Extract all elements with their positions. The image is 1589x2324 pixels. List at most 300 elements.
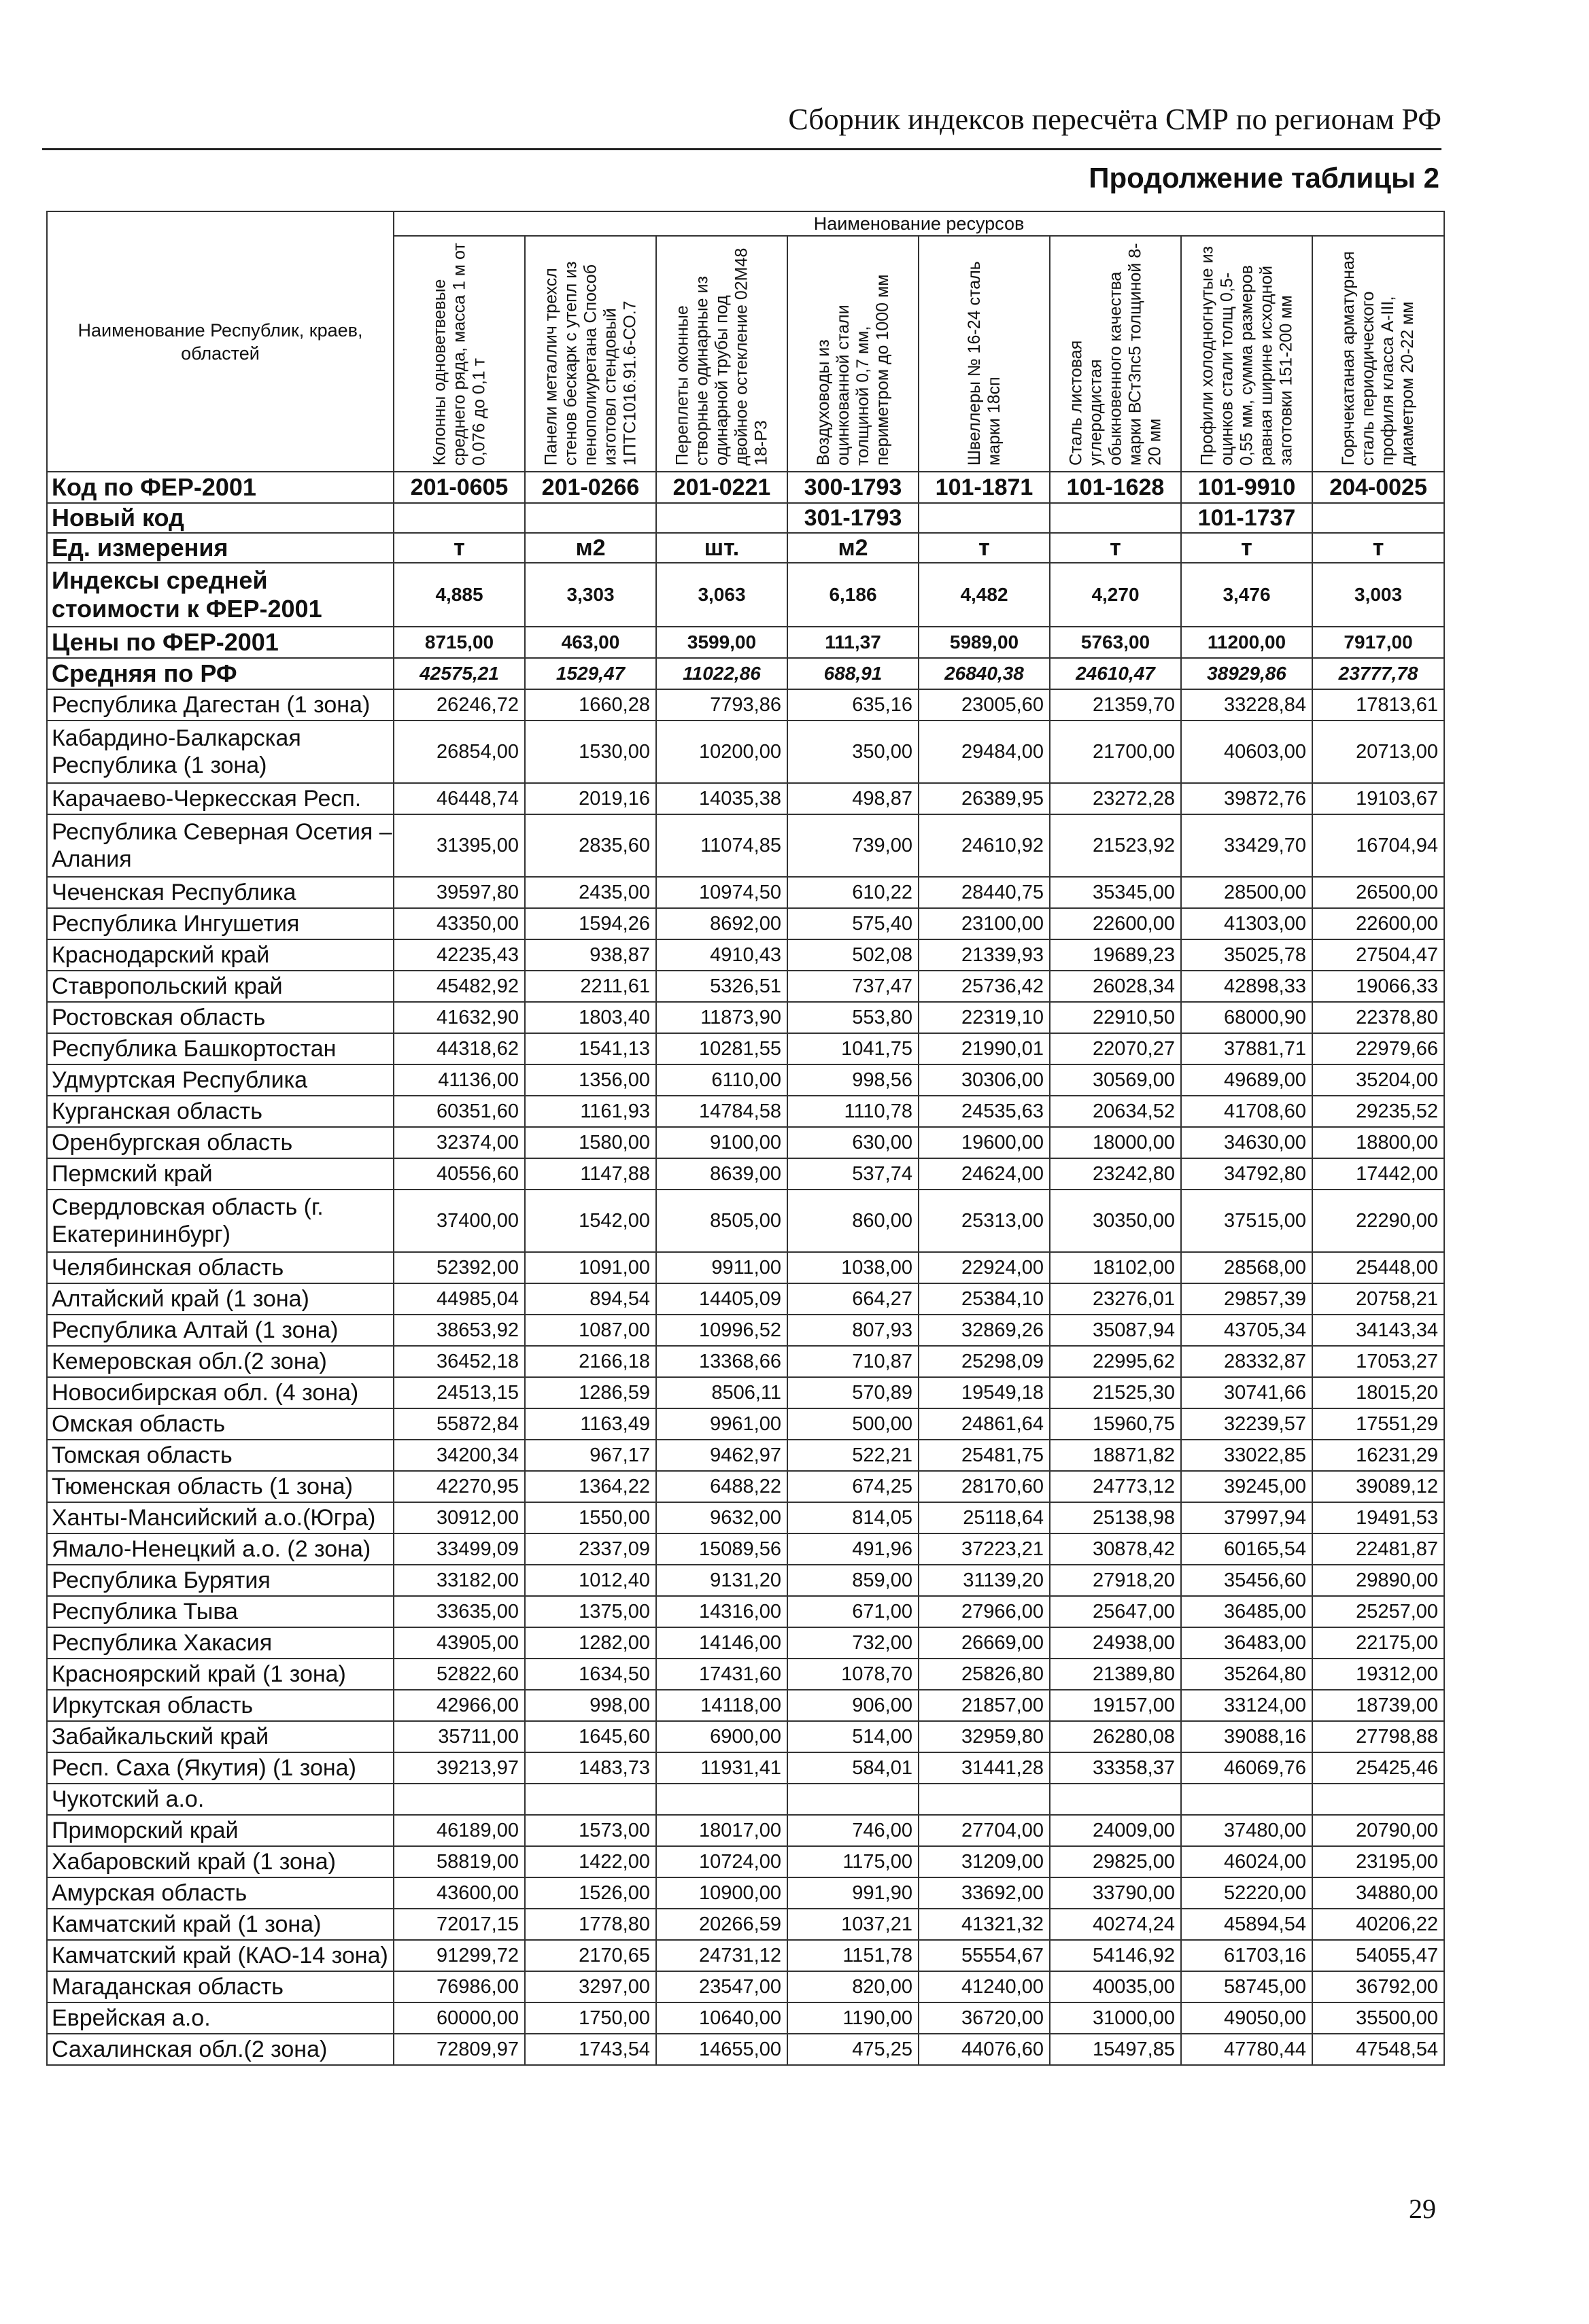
table-cell: 24610,92 <box>919 814 1050 877</box>
row-label: Сахалинская обл.(2 зона) <box>47 2034 394 2065</box>
table-cell: 7917,00 <box>1312 627 1444 658</box>
table-cell: 23242,80 <box>1050 1158 1181 1190</box>
table-cell <box>1050 503 1181 533</box>
table-cell <box>919 503 1050 533</box>
table-cell: 33182,00 <box>394 1565 525 1596</box>
table-cell: 35025,78 <box>1181 939 1312 971</box>
table-row <box>47 1659 1444 1690</box>
table-cell: 10640,00 <box>656 2002 787 2034</box>
table-cell: 40556,60 <box>394 1158 525 1190</box>
table-cell: 24610,47 <box>1050 658 1181 689</box>
table-cell: 21525,30 <box>1050 1377 1181 1408</box>
table-cell: 20758,21 <box>1312 1283 1444 1315</box>
table-cell: 201-0266 <box>525 472 656 503</box>
table-cell: 58745,00 <box>1181 1971 1312 2002</box>
row-label: Томская область <box>47 1440 394 1471</box>
table-cell: 7793,86 <box>656 689 787 721</box>
table-cell: 21339,93 <box>919 939 1050 971</box>
table-cell: 22070,27 <box>1050 1033 1181 1064</box>
table-cell: 15960,75 <box>1050 1408 1181 1440</box>
table-cell: 37881,71 <box>1181 1033 1312 1064</box>
table-cell: 23100,00 <box>919 908 1050 939</box>
table-cell: 16704,94 <box>1312 814 1444 877</box>
table-cell: 27704,00 <box>919 1815 1050 1846</box>
row-label: Ставропольский край <box>47 971 394 1002</box>
table-cell: 18102,00 <box>1050 1252 1181 1283</box>
row-label: Алтайский край (1 зона) <box>47 1283 394 1315</box>
table-cell: 664,27 <box>787 1283 919 1315</box>
table-head <box>47 211 1444 472</box>
table-cell: 72017,15 <box>394 1909 525 1940</box>
table-cell: 300-1793 <box>787 472 919 503</box>
table-cell: 33429,70 <box>1181 814 1312 877</box>
table-cell: 1645,60 <box>525 1721 656 1752</box>
table-row <box>47 1471 1444 1502</box>
table-row <box>47 721 1444 783</box>
table-cell: 38929,86 <box>1181 658 1312 689</box>
table-cell: 2435,00 <box>525 877 656 908</box>
table-cell: 33022,85 <box>1181 1440 1312 1471</box>
table-cell: 44076,60 <box>919 2034 1050 2065</box>
table-cell: 111,37 <box>787 627 919 658</box>
table-cell: 26246,72 <box>394 689 525 721</box>
table-cell: 10281,55 <box>656 1033 787 1064</box>
table-cell: 491,96 <box>787 1533 919 1565</box>
table-cell: 1151,78 <box>787 1940 919 1971</box>
table-cell: 17813,61 <box>1312 689 1444 721</box>
table-cell: 41321,32 <box>919 1909 1050 1940</box>
table-cell: 859,00 <box>787 1565 919 1596</box>
table-cell: 45482,92 <box>394 971 525 1002</box>
table-cell: 39089,12 <box>1312 1471 1444 1502</box>
table-cell: 36792,00 <box>1312 1971 1444 2002</box>
table-cell: 72809,97 <box>394 2034 525 2065</box>
row-label: Ед. измерения <box>47 533 394 563</box>
table-cell: 25118,64 <box>919 1502 1050 1533</box>
row-fer-code <box>47 472 1444 503</box>
table-cell: 41240,00 <box>919 1971 1050 2002</box>
table-cell: 3,303 <box>525 563 656 627</box>
table-cell: 14146,00 <box>656 1627 787 1659</box>
table-row <box>47 1064 1444 1096</box>
table-row <box>47 877 1444 908</box>
row-label: Республика Тыва <box>47 1596 394 1627</box>
table-cell: 26669,00 <box>919 1627 1050 1659</box>
table-row <box>47 1690 1444 1721</box>
table-cell: 20713,00 <box>1312 721 1444 783</box>
row-label: Чеченская Республика <box>47 877 394 908</box>
table-cell: 35204,00 <box>1312 1064 1444 1096</box>
table-cell: 630,00 <box>787 1127 919 1158</box>
table-cell: 938,87 <box>525 939 656 971</box>
table-cell: 38653,92 <box>394 1315 525 1346</box>
table-cell: 52822,60 <box>394 1659 525 1690</box>
table-cell: т <box>1181 533 1312 563</box>
table-row <box>47 1909 1444 1940</box>
table-body <box>47 472 1444 2065</box>
table-cell: 19157,00 <box>1050 1690 1181 1721</box>
table-row <box>47 1377 1444 1408</box>
table-cell: 1550,00 <box>525 1502 656 1533</box>
table-row <box>47 1346 1444 1377</box>
table-row <box>47 783 1444 814</box>
table-cell: 710,87 <box>787 1346 919 1377</box>
table-cell: 635,16 <box>787 689 919 721</box>
table-cell: 998,56 <box>787 1064 919 1096</box>
row-label: Пермский край <box>47 1158 394 1190</box>
table-cell: 40035,00 <box>1050 1971 1181 2002</box>
table-row <box>47 1752 1444 1784</box>
table-cell: 41303,00 <box>1181 908 1312 939</box>
table-cell: 68000,90 <box>1181 1002 1312 1033</box>
table-row <box>47 1596 1444 1627</box>
table-cell: 1803,40 <box>525 1002 656 1033</box>
table-cell: 3,063 <box>656 563 787 627</box>
table-cell: 2211,61 <box>525 971 656 1002</box>
table-cell: 40206,22 <box>1312 1909 1444 1940</box>
table-cell: 6110,00 <box>656 1064 787 1096</box>
table-cell <box>1312 503 1444 533</box>
table-cell: 41136,00 <box>394 1064 525 1096</box>
table-cell: 553,80 <box>787 1002 919 1033</box>
table-cell: 1422,00 <box>525 1846 656 1877</box>
table-cell: 25736,42 <box>919 971 1050 1002</box>
table-row <box>47 1033 1444 1064</box>
table-cell: 23276,01 <box>1050 1283 1181 1315</box>
column-header-7 <box>1181 236 1312 472</box>
row-new-code <box>47 503 1444 533</box>
row-index <box>47 563 1444 627</box>
table-cell: 30306,00 <box>919 1064 1050 1096</box>
table-cell: 29484,00 <box>919 721 1050 783</box>
row-label: Республика Башкортостан <box>47 1033 394 1064</box>
table-cell: 23272,28 <box>1050 783 1181 814</box>
table-cell: 11074,85 <box>656 814 787 877</box>
row-label: Новосибирская обл. (4 зона) <box>47 1377 394 1408</box>
table-cell: 22290,00 <box>1312 1190 1444 1252</box>
table-cell: 24513,15 <box>394 1377 525 1408</box>
table-cell: 40274,24 <box>1050 1909 1181 1940</box>
table-cell: 8715,00 <box>394 627 525 658</box>
table-cell: 537,74 <box>787 1158 919 1190</box>
table-cell: 18000,00 <box>1050 1127 1181 1158</box>
table-cell: 43600,00 <box>394 1877 525 1909</box>
row-label: Удмуртская Республика <box>47 1064 394 1096</box>
table-cell: 46024,00 <box>1181 1846 1312 1877</box>
table-cell: 4910,43 <box>656 939 787 971</box>
table-cell: м2 <box>787 533 919 563</box>
table-cell: 46069,76 <box>1181 1752 1312 1784</box>
table-cell: 13368,66 <box>656 1346 787 1377</box>
table-cell: 1147,88 <box>525 1158 656 1190</box>
running-head: Сборник индексов пересчёта СМР по регионам РФ <box>788 103 1441 136</box>
table-cell <box>1312 1784 1444 1815</box>
table-cell: 21700,00 <box>1050 721 1181 783</box>
table-cell: 19549,18 <box>919 1377 1050 1408</box>
table-cell: 42898,33 <box>1181 971 1312 1002</box>
table-cell: 34143,34 <box>1312 1315 1444 1346</box>
table-row <box>47 1846 1444 1877</box>
table-cell: 25448,00 <box>1312 1252 1444 1283</box>
table-cell: т <box>1050 533 1181 563</box>
row-label: Челябинская область <box>47 1252 394 1283</box>
table-cell: 47780,44 <box>1181 2034 1312 2065</box>
table-cell: 30741,66 <box>1181 1377 1312 1408</box>
table-cell: 31209,00 <box>919 1846 1050 1877</box>
column-header-text: Горячекатаная арматурная сталь периодического профиля класса А-III, диаметром 20-22 мм <box>1339 251 1418 466</box>
table-cell: 20790,00 <box>1312 1815 1444 1846</box>
table-row <box>47 1252 1444 1283</box>
table-cell: 101-9910 <box>1181 472 1312 503</box>
row-label: Тюменская область (1 зона) <box>47 1471 394 1502</box>
table-cell: 20266,59 <box>656 1909 787 1940</box>
table-cell: 8639,00 <box>656 1158 787 1190</box>
table-cell: 52220,00 <box>1181 1877 1312 1909</box>
table-cell: 514,00 <box>787 1721 919 1752</box>
row-label: Омская область <box>47 1408 394 1440</box>
column-header-text: Швеллеры № 16-24 сталь марки 18сп <box>964 261 1004 466</box>
row-label: Новый код <box>47 503 394 533</box>
table-row <box>47 1283 1444 1315</box>
table-cell <box>656 503 787 533</box>
table-cell: 1175,00 <box>787 1846 919 1877</box>
table-row <box>47 1533 1444 1565</box>
table-cell <box>1050 1784 1181 1815</box>
table-cell: 31395,00 <box>394 814 525 877</box>
table-cell: 22319,10 <box>919 1002 1050 1033</box>
table-cell: 23005,60 <box>919 689 1050 721</box>
table-cell: 44985,04 <box>394 1283 525 1315</box>
table-cell: 24624,00 <box>919 1158 1050 1190</box>
table-cell: 29890,00 <box>1312 1565 1444 1596</box>
table-cell: 1163,49 <box>525 1408 656 1440</box>
table-cell: 31139,20 <box>919 1565 1050 1596</box>
table-cell: 25425,46 <box>1312 1752 1444 1784</box>
table-cell: 201-0605 <box>394 472 525 503</box>
table-cell: 29857,39 <box>1181 1283 1312 1315</box>
row-label: Свердловская область (г. Екатерининбург) <box>47 1190 394 1252</box>
table-cell: 47548,54 <box>1312 2034 1444 2065</box>
table-cell: 101-1737 <box>1181 503 1312 533</box>
row-label: Индексы средней стоимости к ФЕР-2001 <box>47 563 394 627</box>
table-row <box>47 908 1444 939</box>
table-cell: 22175,00 <box>1312 1627 1444 1659</box>
table-cell: 20634,52 <box>1050 1096 1181 1127</box>
table-cell: 1573,00 <box>525 1815 656 1846</box>
column-header-1 <box>394 236 525 472</box>
table-cell: 1286,59 <box>525 1377 656 1408</box>
table-cell: 19600,00 <box>919 1127 1050 1158</box>
column-header-4 <box>787 236 919 472</box>
table-cell: 4,482 <box>919 563 1050 627</box>
table-cell: 37480,00 <box>1181 1815 1312 1846</box>
table-cell: 29825,00 <box>1050 1846 1181 1877</box>
table-cell: 33635,00 <box>394 1596 525 1627</box>
table-cell: 998,00 <box>525 1690 656 1721</box>
table-cell <box>656 1784 787 1815</box>
table-cell: 10724,00 <box>656 1846 787 1877</box>
table-row <box>47 1627 1444 1659</box>
row-label: Камчатский край (1 зона) <box>47 1909 394 1940</box>
table-row <box>47 1565 1444 1596</box>
table-cell: 2166,18 <box>525 1346 656 1377</box>
table-cell: 1778,80 <box>525 1909 656 1940</box>
table-cell: 8692,00 <box>656 908 787 939</box>
table-cell: 19312,00 <box>1312 1659 1444 1690</box>
table-cell: 350,00 <box>787 721 919 783</box>
table-cell: 27504,47 <box>1312 939 1444 971</box>
table-row <box>47 814 1444 877</box>
resources-header: Наименование ресурсов <box>394 211 1444 236</box>
table-cell: 33358,37 <box>1050 1752 1181 1784</box>
table-cell: 14118,00 <box>656 1690 787 1721</box>
table-cell: 33228,84 <box>1181 689 1312 721</box>
table-cell: 22600,00 <box>1050 908 1181 939</box>
table-cell: 26840,38 <box>919 658 1050 689</box>
table-cell: 8505,00 <box>656 1190 787 1252</box>
table-cell: 34792,80 <box>1181 1158 1312 1190</box>
table-cell: 42270,95 <box>394 1471 525 1502</box>
table-cell: 5763,00 <box>1050 627 1181 658</box>
table-cell: 55554,67 <box>919 1940 1050 1971</box>
table-cell: 29235,52 <box>1312 1096 1444 1127</box>
column-header-text: Сталь листовая углеродистая обыкновенного качества марки ВСт3пс5 толщиной 8-20 мм <box>1066 243 1164 466</box>
table-cell: 23195,00 <box>1312 1846 1444 1877</box>
table-cell: 23777,78 <box>1312 658 1444 689</box>
table-cell: 76986,00 <box>394 1971 525 2002</box>
table-cell: 60351,60 <box>394 1096 525 1127</box>
table-cell: 2019,16 <box>525 783 656 814</box>
table-cell: 475,25 <box>787 2034 919 2065</box>
row-label: Магаданская область <box>47 1971 394 2002</box>
column-header-text: Колонны одноветвевые среднего ряда, масса 1 м от 0,076 до 0,1 т <box>430 243 488 466</box>
table-cell: 58819,00 <box>394 1846 525 1877</box>
table-cell: 9462,97 <box>656 1440 787 1471</box>
table-cell: 19103,67 <box>1312 783 1444 814</box>
table-cell: 35500,00 <box>1312 2002 1444 2034</box>
table-cell: 575,40 <box>787 908 919 939</box>
table-cell: 33692,00 <box>919 1877 1050 1909</box>
page-number: 29 <box>1409 2193 1436 2224</box>
table-cell: 40603,00 <box>1181 721 1312 783</box>
row-label: Чукотский а.о. <box>47 1784 394 1815</box>
table-cell: 35087,94 <box>1050 1315 1181 1346</box>
table-row <box>47 2002 1444 2034</box>
table-cell: 1190,00 <box>787 2002 919 2034</box>
row-label: Республика Северная Осетия – Алания <box>47 814 394 877</box>
table-cell: 30569,00 <box>1050 1064 1181 1096</box>
table-cell: 39597,80 <box>394 877 525 908</box>
table-cell <box>787 1784 919 1815</box>
table-cell: 18739,00 <box>1312 1690 1444 1721</box>
row-label: Код по ФЕР-2001 <box>47 472 394 503</box>
table-cell: 6900,00 <box>656 1721 787 1752</box>
table-cell: 4,270 <box>1050 563 1181 627</box>
table-cell: 33499,09 <box>394 1533 525 1565</box>
table-cell: 43705,34 <box>1181 1315 1312 1346</box>
table-row <box>47 1784 1444 1815</box>
table-cell: 14405,09 <box>656 1283 787 1315</box>
column-header-5 <box>919 236 1050 472</box>
row-label: Камчатский край (КАО-14 зона) <box>47 1940 394 1971</box>
table-cell: 18017,00 <box>656 1815 787 1846</box>
table-cell: 21523,92 <box>1050 814 1181 877</box>
table-cell: 19066,33 <box>1312 971 1444 1002</box>
row-label: Цены по ФЕР-2001 <box>47 627 394 658</box>
table-cell: 24731,12 <box>656 1940 787 1971</box>
table-cell: 21990,01 <box>919 1033 1050 1064</box>
table-cell: 25257,00 <box>1312 1596 1444 1627</box>
header-rule <box>42 148 1441 150</box>
table-cell: 91299,72 <box>394 1940 525 1971</box>
table-cell: 1542,00 <box>525 1190 656 1252</box>
table-cell: 28170,60 <box>919 1471 1050 1502</box>
price-index-table <box>46 211 1445 2066</box>
table-cell: 39872,76 <box>1181 783 1312 814</box>
table-cell: 22378,80 <box>1312 1002 1444 1033</box>
row-label: Ханты-Мансийский а.о.(Югра) <box>47 1502 394 1533</box>
table-cell: 1038,00 <box>787 1252 919 1283</box>
table-cell: 1091,00 <box>525 1252 656 1283</box>
table-cell: 1483,73 <box>525 1752 656 1784</box>
table-row <box>47 2034 1444 2065</box>
table-cell: 1012,40 <box>525 1565 656 1596</box>
table-cell: 55872,84 <box>394 1408 525 1440</box>
table-cell: 26280,08 <box>1050 1721 1181 1752</box>
table-cell: 21389,80 <box>1050 1659 1181 1690</box>
table-cell: 14035,38 <box>656 783 787 814</box>
table-cell: 26500,00 <box>1312 877 1444 908</box>
table-cell: 27966,00 <box>919 1596 1050 1627</box>
table-cell: т <box>394 533 525 563</box>
table-cell: 42966,00 <box>394 1690 525 1721</box>
row-label: Красноярский край (1 зона) <box>47 1659 394 1690</box>
table-cell: 1660,28 <box>525 689 656 721</box>
table-cell: 1594,26 <box>525 908 656 939</box>
table-cell: 3,476 <box>1181 563 1312 627</box>
table-cell: 14316,00 <box>656 1596 787 1627</box>
table-cell: 30912,00 <box>394 1502 525 1533</box>
table-cell: 39213,97 <box>394 1752 525 1784</box>
table-cell: 9961,00 <box>656 1408 787 1440</box>
table-cell: 27918,20 <box>1050 1565 1181 1596</box>
table-cell: 22995,62 <box>1050 1346 1181 1377</box>
table-cell: 671,00 <box>787 1596 919 1627</box>
table-cell: 2835,60 <box>525 814 656 877</box>
table-row <box>47 1815 1444 1846</box>
table-cell: 17442,00 <box>1312 1158 1444 1190</box>
table-cell: 688,91 <box>787 658 919 689</box>
table-cell: 746,00 <box>787 1815 919 1846</box>
column-header-text: Панели металлич трехсл стенов бескарк с утепл из пенополиуретана Способ изготовл стендовый 1ПТС1016.91.6-СО.7 <box>541 261 639 466</box>
table-cell: 28568,00 <box>1181 1252 1312 1283</box>
table-cell: 21359,70 <box>1050 689 1181 721</box>
table-cell: 27798,88 <box>1312 1721 1444 1752</box>
row-unit <box>47 533 1444 563</box>
table-cell: 26028,34 <box>1050 971 1181 1002</box>
table-cell: 498,87 <box>787 783 919 814</box>
table-row <box>47 689 1444 721</box>
table-cell: 54146,92 <box>1050 1940 1181 1971</box>
table-cell: 10200,00 <box>656 721 787 783</box>
table-cell: 35711,00 <box>394 1721 525 1752</box>
table-cell: 44318,62 <box>394 1033 525 1064</box>
table-cell: 814,05 <box>787 1502 919 1533</box>
table-cell: 35456,60 <box>1181 1565 1312 1596</box>
table-cell: 8506,11 <box>656 1377 787 1408</box>
row-label: Амурская область <box>47 1877 394 1909</box>
table-cell: 1087,00 <box>525 1315 656 1346</box>
